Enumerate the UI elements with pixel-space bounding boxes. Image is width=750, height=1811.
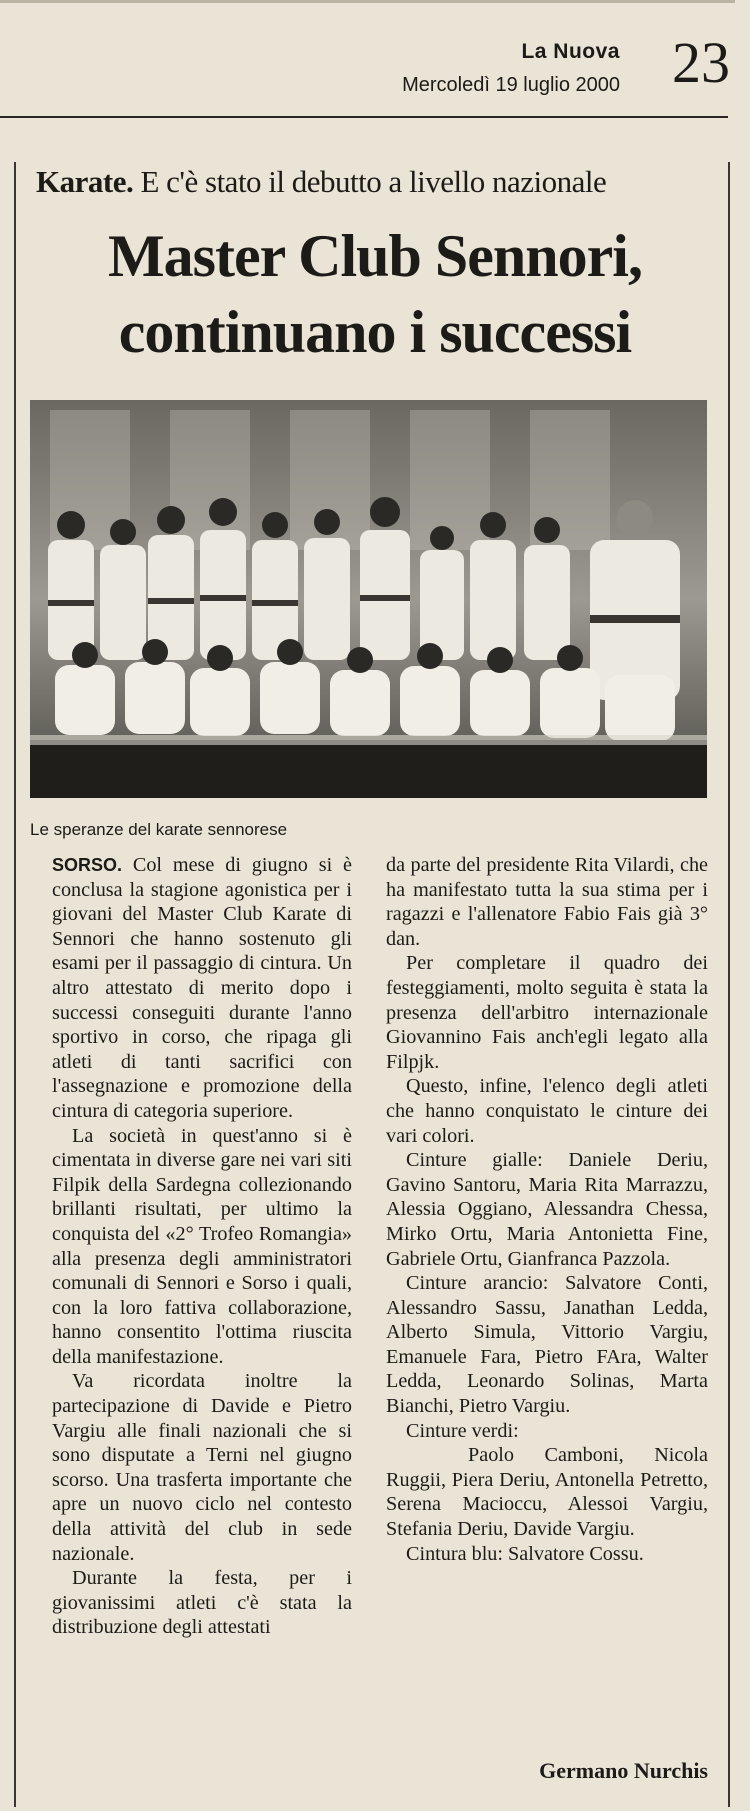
body-paragraph: La società in quest'anno si è cimentata in diverse gare nei vari siti Filpik della Sardegna collezionando brillanti risultati, per ultimo la conquista del «2° Trofeo Romangia» alla presenza degli amministratori comunali di Sennori e Sorso i quali, con la loro fattiva collaborazione, hanno consentito l'ottima riuscita della manifestazione. — [52, 1124, 352, 1368]
issue-date: Mercoledì 19 luglio 2000 — [402, 74, 620, 96]
team-photo — [30, 400, 707, 798]
article-column-right — [386, 853, 708, 1566]
dateline: SORSO. — [52, 855, 123, 875]
page-number: 23 — [672, 30, 730, 95]
green-belts-names: Paolo Camboni, Nicola Ruggii, Piera Deriu, Antonella Petretto, Serena Macioccu, Alessoi Vargiu, Stefania Deriu, Davide Vargiu. — [386, 1444, 708, 1541]
body-paragraph — [52, 853, 352, 1124]
newspaper-name: La Nuova — [521, 40, 620, 63]
article-kicker — [36, 164, 606, 200]
yellow-belts-paragraph: Cinture gialle: Daniele Deriu, Gavino Santoru, Maria Rita Marrazzu, Alessia Oggiano, Alessandra Chessa, Mirko Ortu, Maria Antonietta Fine, Gabriele Ortu, Gianfranca Pazzola. — [386, 1149, 708, 1270]
section-label: Karate. — [36, 164, 134, 199]
body-paragraph: Durante la festa, per i giovanissimi atleti c'è stata la distribuzione degli attestati — [52, 1567, 352, 1639]
orange-belts-paragraph: Cinture arancio: Salvatore Conti, Alessandro Sassu, Janathan Ledda, Alberto Simula, Vittorio Vargiu, Emanuele Fara, Pietro FAra, Walter Ledda, Leonardo Solinas, Marta Bianchi, Pietro Vargiu. — [386, 1272, 708, 1418]
article-headline — [0, 218, 750, 370]
body-paragraph: da parte del presidente Rita Vilardi, che ha manifestato tutta la sua stima per i ragazzi e l'allenatore Fabio Fais già 3° dan. — [386, 854, 708, 950]
blue-belt-paragraph: Cintura blu: Salvatore Cossu. — [406, 1542, 644, 1565]
green-belts-label: Cinture verdi: — [406, 1419, 519, 1442]
author-byline: Germano Nurchis — [539, 1758, 708, 1783]
masthead-divider — [0, 116, 728, 118]
kicker-text: E c'è stato il debutto a livello nazionale — [140, 164, 607, 199]
headline-line-1: Master Club Sennori, — [108, 223, 642, 289]
body-paragraph: Va ricordata inoltre la partecipazione di Davide e Pietro Vargiu alle finali nazionali che si sono disputate a Terni nel giugno scorso. Una trasferta importante che apre un nuovo ciclo nel contesto della attività del club in sede nazionale. — [52, 1370, 352, 1565]
photo-caption: Le speranze del karate sennorese — [30, 820, 288, 839]
paragraph-text: Col mese di giugno si è conclusa la stagione agonistica per i giovani del Master Club Karate di Sennori che hanno sostenuto gli esami per il passaggio di cintura. Un altro attestato di merito dopo i successi conseguiti durante l'anno sportivo in corso, che ripaga gli atleti di tanti sacrifici con l'assegnazione e promozione della cintura di categoria superiore. — [52, 854, 352, 1122]
article-column-left — [52, 853, 352, 1640]
headline-line-2: continuano i successi — [118, 299, 632, 365]
body-paragraph: Questo, infine, l'elenco degli atleti che hanno conquistato le cinture dei vari colori. — [386, 1075, 708, 1147]
body-paragraph: Per completare il quadro dei festeggiamenti, molto seguita è stata la presenza dell'arbitro internazionale Giovannino Fais anch'egli legato alla Filpjk. — [386, 952, 708, 1073]
top-border — [0, 0, 735, 3]
